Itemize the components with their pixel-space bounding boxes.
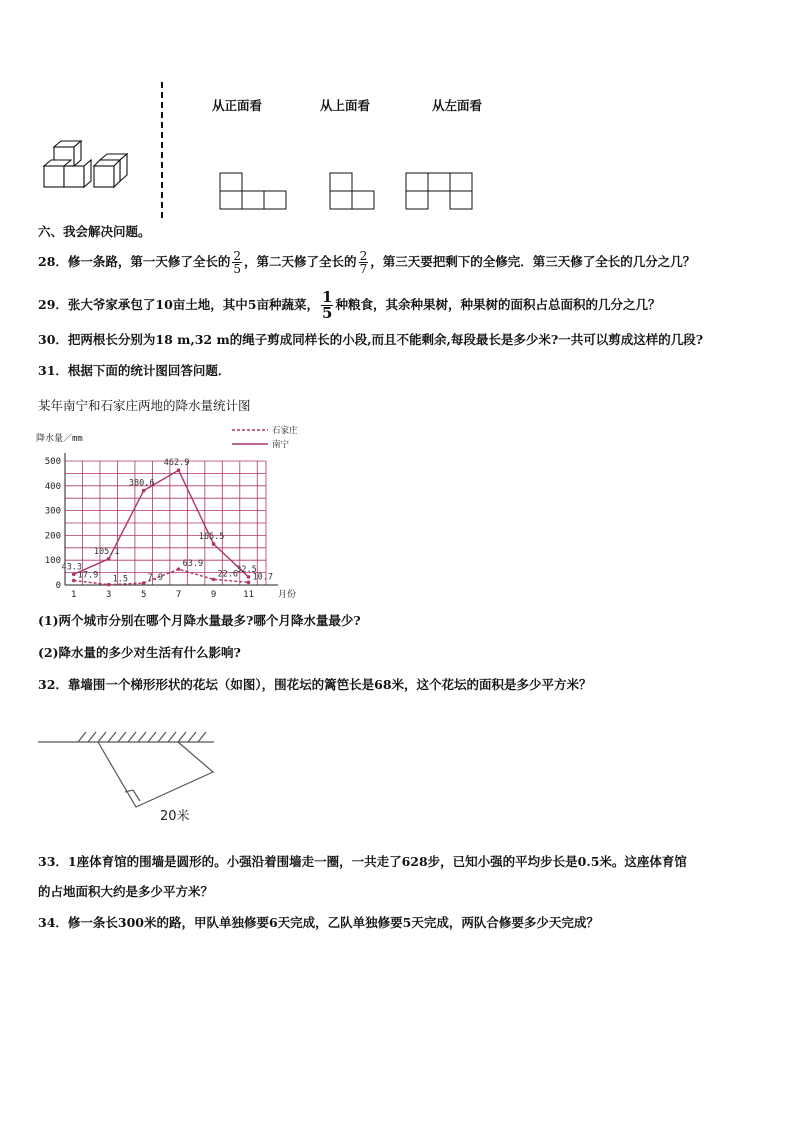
- question-28: [38, 250, 695, 275]
- question-32: 32．靠墙围一个梯形形状的花坛（如图），围花坛的篱笆长是68米，这个花坛的面积是多少平方米？: [38, 677, 592, 692]
- question-31: 31．根据下面的统计图回答问题．: [38, 363, 231, 378]
- y-tick-label: 100: [44, 556, 61, 567]
- left-view-figure: [405, 172, 477, 212]
- q28-fraction-2: $\frac{2}{7}$: [359, 249, 368, 276]
- data-label-南宁: 32.5: [236, 564, 257, 575]
- data-label-南宁: 380.6: [128, 478, 155, 489]
- data-label-石家庄: 22.6: [217, 569, 239, 580]
- q28-text-3: ，第三天要把剩下的全修完．第三天修了全长的几分之几？: [370, 254, 696, 269]
- q28-text-1: 28．修一条路，第一天修了全长的: [38, 254, 231, 269]
- data-point-石家庄: [247, 581, 251, 585]
- question-31-sub2: (2)降水量的多少对生活有什么影响?: [38, 645, 241, 660]
- y-tick-label: 500: [44, 457, 61, 467]
- data-point-南宁: [72, 572, 76, 576]
- data-point-石家庄: [177, 567, 181, 571]
- y-tick-label: 0: [55, 581, 61, 591]
- q28-text-2: ，第二天修了全长的: [244, 254, 357, 269]
- legend-label-dashed: 石家庄: [272, 426, 298, 436]
- data-label-石家庄: 1.5: [112, 574, 129, 585]
- data-point-南宁: [247, 575, 251, 579]
- question-29: [38, 290, 660, 321]
- data-label-南宁: 43.3: [61, 562, 82, 573]
- q29-fraction: $\frac{1}{5}$: [322, 288, 333, 322]
- x-tick-label: 7: [175, 590, 182, 600]
- y-tick-label: 200: [44, 531, 61, 542]
- data-point-石家庄: [142, 581, 146, 585]
- top-view-figure: [329, 172, 379, 212]
- view-label-left: 从左面看: [432, 98, 483, 113]
- x-tick-label: 5: [140, 590, 147, 600]
- y-tick-label: 300: [44, 506, 61, 517]
- dashed-divider: [161, 82, 163, 218]
- data-label-石家庄: 17.9: [77, 570, 99, 581]
- x-tick-label: 1: [71, 590, 77, 600]
- trapezoid-garden-figure: [36, 722, 218, 826]
- view-label-front: 从正面看: [212, 98, 263, 113]
- data-label-南宁: 462.9: [163, 458, 190, 469]
- x-tick-label: 3: [105, 590, 112, 600]
- data-label-石家庄: 63.9: [182, 559, 204, 570]
- q28-fraction-1: $\frac{2}{5}$: [233, 249, 242, 276]
- legend-label-solid: 南宁: [272, 440, 290, 450]
- data-point-南宁: [107, 557, 111, 561]
- x-tick-label: 9: [210, 590, 217, 600]
- data-point-南宁: [177, 468, 181, 472]
- question-33-line2: 的占地面积大约是多少平方米？: [38, 884, 214, 899]
- view-label-top: 从上面看: [320, 98, 371, 113]
- cube-stack-figure: [40, 140, 140, 196]
- data-label-南宁: 165.5: [198, 531, 225, 542]
- data-point-石家庄: [107, 583, 111, 587]
- y-axis-label: 降水量／mm: [36, 434, 83, 444]
- data-point-南宁: [142, 489, 146, 493]
- data-point-石家庄: [72, 579, 76, 583]
- y-tick-label: 400: [44, 481, 61, 492]
- q29-text-1: 29．张大爷家承包了10亩土地，其中5亩种蔬菜，: [38, 297, 319, 312]
- data-label-南宁: 105.1: [93, 546, 120, 557]
- figure-dimension-label: 20米: [160, 809, 190, 824]
- data-label-石家庄: 10.7: [252, 572, 274, 583]
- question-30: 30．把两根长分别为18 m,32 m的绳子剪成同样长的小段,而且不能剩余,每段最长是多少米?一共可以剪成这样的几段?: [38, 332, 704, 347]
- data-label-石家庄: 7.9: [147, 573, 164, 584]
- question-31-sub1: (1)两个城市分别在哪个月降水量最多?哪个月降水量最少?: [38, 613, 361, 628]
- chart-caption: 某年南宁和石家庄两地的降水量统计图: [38, 398, 251, 413]
- data-point-南宁: [212, 542, 216, 546]
- x-tick-label: 11: [243, 590, 254, 600]
- data-point-石家庄: [212, 578, 216, 582]
- x-axis-label: 月份: [278, 590, 297, 600]
- front-view-figure: [219, 172, 289, 212]
- rainfall-line-chart: [34, 422, 304, 602]
- section-six-heading: 六、我会解决问题。: [38, 224, 151, 239]
- q29-text-2: 种粮食，其余种果树，种果树的面积占总面积的几分之几？: [335, 297, 661, 312]
- question-34: 34．修一条长300米的路，甲队单独修要6天完成，乙队单独修要5天完成，两队合修要多少天完成？: [38, 915, 599, 930]
- question-33-line1: 33．1座体育馆的围墙是圆形的。小强沿着围墙走一圈，一共走了628步，已知小强的平均步长是0.5米。这座体育馆: [38, 854, 687, 869]
